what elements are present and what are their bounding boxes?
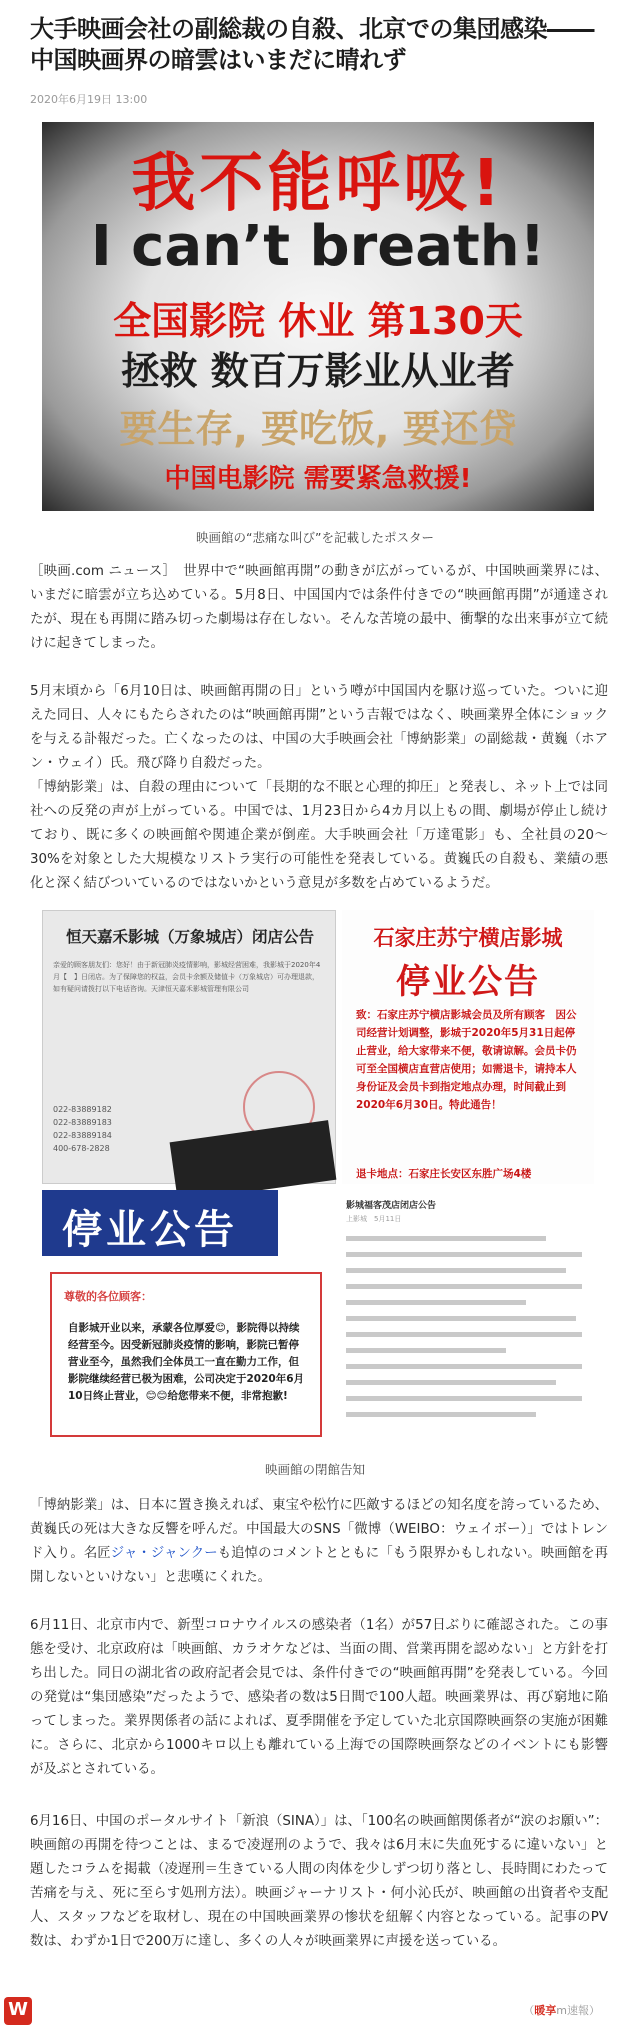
- blurred-text-line: [346, 1412, 536, 1417]
- notice-greeting: 尊敬的各位顾客：: [64, 1290, 152, 1303]
- blurred-text-line: [346, 1284, 582, 1289]
- person-link-jia-zhangke[interactable]: ジャ・ジャンクー: [110, 1546, 218, 1561]
- blurred-text-line: [346, 1236, 546, 1241]
- paragraph-1: ［映画.com ニュース］ 世界中で“映画館再開”の動きが広がっているが、中国映画業界には、いまだに暗雲が立ち込めている。5月8日、中国国内では条件付きでの“映画館再開”が通達されたが、現在も再開に踏み切った劇場は存在しない。そんな苦境の最中、衝撃的な出来事が立て続けに起きてしまった。: [30, 564, 608, 651]
- notice-suning-footer: 退卡地点：石家庄长安区东胜广场4楼: [356, 1168, 532, 1180]
- poster-line-1: 我不能呼吸!: [131, 147, 505, 221]
- credit-prefix: （: [523, 2004, 535, 2017]
- notice-suning-title: 石家庄苏宁横店影城: [373, 926, 563, 950]
- notice-banner-title: 停业公告: [62, 1207, 238, 1253]
- notice-blue-banner: [42, 1190, 336, 1442]
- site-logo[interactable]: [4, 1997, 32, 2025]
- notice-hengtian-title: 恒天嘉禾影城（万象城店）闭店公告: [65, 928, 314, 946]
- closure-notices-image: [42, 910, 594, 1442]
- paragraph-4: [30, 1494, 608, 1590]
- notice-message: 自影城开业以来，承蒙各位厚爱😊，影院得以持续经营至今。因受新冠肺炎疫情的影响，影院已暂停营业至今，虽然我们全体员工一直在勤力工作，但影院继续经营已极为困难，公司决定于2020年6月10日终止营业，😊😊给您带来不便，非常抱歉!: [68, 1322, 305, 1402]
- notice-online-title: 影城福客茂店闭店公告: [346, 1201, 437, 1211]
- paragraph-5: 6月11日、北京市内で、新型コロナウイルスの感染者（1名）が57日ぶりに確認された。この事態を受け、北京政府は「映画館、カラオケなどは、当面の間、営業再開を認めない」と方針を打ち出した。同日の湖北省の政府記者会見では、条件付きでの“映画館再開”を発表している。今回の発覚は“集団感染”だったようで、感染者の数は5日間で100人超。映画業界は、再び窮地に陥ってしまった。業界関係者の話によれば、夏季開催を予定していた北京国際映画祭の実施が困難に。さらに、北京から1000キロ以上も離れている上海での国際映画祭などのイベントにも影響が及ぶとされている。: [30, 1618, 608, 1777]
- article-date: 2020年6月19日 13:00: [30, 93, 148, 106]
- notice-suning-body: 致：石家庄苏宁横店影城会员及所有顾客 因公司经营计划调整，影城于2020年5月31日起停止营业，给大家带来不便，敬请谅解。会员卡仍可至全国横店直营店使用；如需退卡，请持本人身份证及会员卡到指定地点办理，时间截止到2020年6月30日。特此通告！: [356, 1009, 577, 1111]
- site-logo-letter: W: [8, 1999, 28, 2020]
- blurred-text-line: [346, 1396, 582, 1401]
- paragraph-4-text-a: 「博納影業」は、日本に置き換えれば、東宝や松竹に匹敵するほどの知名度を誇っているため、黄巍氏の死は大きな反響を呼んだ。中国最大のSNS「微博（WEIBO：ウェイボー）」ではトレンド入り。名匠: [30, 1498, 608, 1561]
- notice-message-box: [50, 1272, 322, 1437]
- source-credit: [523, 2002, 600, 2018]
- notice-hengtian-body: 亲爱的顾客朋友们：您好！由于新冠肺炎疫情影响，影城经营困难，我影城于2020年4月【 】日闭店。为了保障您的权益，会员卡余额及储值卡（万象城店）可办理退款，如有疑问请拨打以下电话咨询。天津恒天嘉禾影城管理有限公司: [53, 961, 321, 993]
- notice-suning-heading: 停业公告: [396, 962, 540, 1002]
- notice-hengtian-phones: 022-83889182 022-83889183 022-83889184 400-678-2828: [53, 1105, 112, 1153]
- poster-line-4: 拯救 数百万影业从业者: [121, 349, 515, 393]
- notices-caption: 映画館の閉館告知: [264, 1462, 365, 1477]
- article-title: 大手映画会社の副総裁の自殺、北京での集団感染――中国映画界の暗雲はいまだに晴れず: [30, 15, 594, 74]
- blurred-text-line: [346, 1364, 582, 1369]
- notice-suning: [342, 910, 594, 1184]
- poster-line-3: 全国影院 休业 第130天: [113, 299, 523, 343]
- poster-caption: 映画館の“悲痛な叫び”を記載したポスター: [196, 530, 434, 545]
- notice-online-meta: 上影城 5月11日: [346, 1215, 402, 1223]
- credit-brand: 暖享: [534, 2004, 557, 2017]
- notice-hengtian: [42, 910, 336, 1184]
- poster-line-2: I can’t breath!: [90, 214, 546, 279]
- blurred-text-line: [346, 1332, 582, 1337]
- notice-online-post: [342, 1190, 594, 1442]
- blurred-text-line: [346, 1300, 526, 1305]
- blurred-text-line: [346, 1316, 576, 1321]
- blurred-text-line: [346, 1252, 582, 1257]
- notice-banner: [42, 1190, 278, 1256]
- blurred-text-line: [346, 1348, 506, 1353]
- paragraph-3: 「博納影業」は、自殺の理由について「長期的な不眠と心理的抑圧」と発表し、ネット上では同社への反発の声が上がっている。中国では、1月23日から4カ月以上もの間、劇場が停止し続けており、既に多くの映画館や関連企業が倒産。大手映画会社「万達電影」も、全社員の20〜30%を対象とした大規模なリストラ実行の可能性を発表している。黄巍氏の自殺も、業績の悪化と深く結びついているのではないかという意見が多数を占めているようだ。: [30, 780, 608, 891]
- paragraph-6: 6月16日、中国のポータルサイト「新浪（SINA）」は、「100名の映画館関係者が“涙のお願い”：映画館の再開を待つことは、まるで凌遅刑のようで、我々は6月末に失血死するに違いない」と題したコラムを掲載（凌遅刑＝生きている人間の肉体を少しずつ切り落とし、長時間にわたって苦痛を与え、死に至らす処刑方法）。映画ジャーナリスト・何小沁氏が、映画館の出資者や支配人、スタッフなどを取材し、現在の中国映画業界の惨状を紐解く内容となっている。記事のPV数は、わずか1日で200万に達し、多くの人々が映画業界に声援を送っている。: [30, 1814, 608, 1949]
- blurred-text-line: [346, 1380, 556, 1385]
- paragraph-4-text-b: も追悼のコメントとともに「もう限界かもしれない。映画館を再開しないといけない」と悲嘆にくれた。: [30, 1546, 609, 1585]
- credit-suffix: m速報）: [556, 2004, 600, 2017]
- paragraph-2: 5月末頃から「6月10日は、映画館再開の日」という噂が中国国内を駆け巡っていた。ついに迎えた同日、人々にもたらされたのは“映画館再開”という吉報ではなく、映画業界全体にショックを与える訃報だった。亡くなったのは、中国の大手映画会社「博納影業」の副総裁・黄巍（ホアン・ウェイ）氏。飛び降り自殺だった。: [30, 684, 608, 771]
- poster-line-6: 中国电影院 需要紧急救援!: [164, 464, 472, 494]
- poster-line-5: 要生存, 要吃饭, 要还贷: [119, 407, 517, 451]
- blurred-text-line: [346, 1268, 566, 1273]
- poster-image: [42, 122, 594, 511]
